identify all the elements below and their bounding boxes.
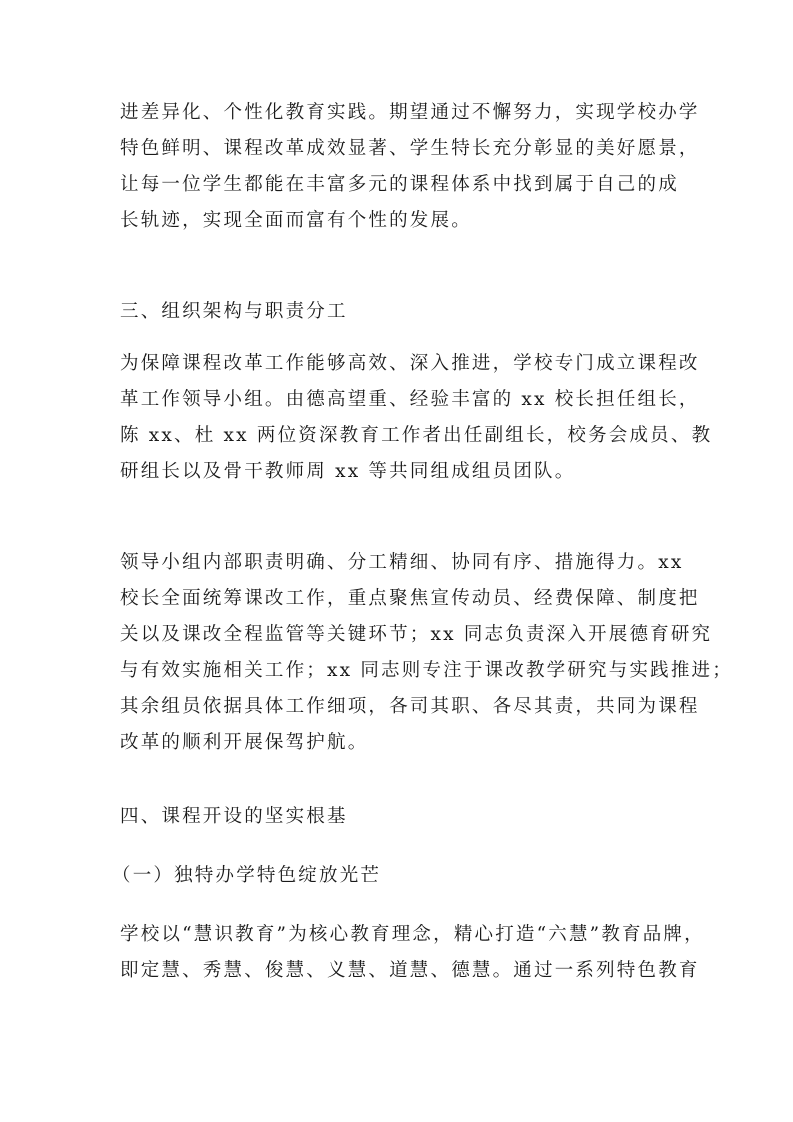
intro-continuation-paragraph: [120, 95, 700, 239]
paragraph-line: 让每一位学生都能在丰富多元的课程体系中找到属于自己的成: [120, 174, 679, 195]
paragraph-line: 学校以“慧识教育”为核心教育理念，精心打造“六慧”教育品牌，: [120, 924, 705, 945]
section-4-subheading: （一）独特办学特色绽放光芒: [112, 865, 382, 886]
paragraph-line: 特色鲜明、课程改革成效显著、学生特长充分彰显的美好愿景，: [120, 138, 700, 159]
paragraph-line: 校长全面统筹课改工作，重点聚焦宣传动员、经费保障、制度把: [120, 588, 700, 609]
paragraph-line: 关以及课改全程监管等关键环节；xx 同志负责深入开展德育研究: [120, 624, 713, 645]
section-4-heading: 四、课程开设的坚实根基: [120, 806, 348, 827]
paragraph-line: 长轨迹，实现全面而富有个性的发展。: [120, 210, 472, 231]
section-4-paragraph-1: [120, 917, 705, 989]
paragraph-line: 革工作领导小组。由德高望重、经验丰富的 xx 校长担任组长，: [120, 389, 700, 410]
paragraph-line: 研组长以及骨干教师周 xx 等共同组成组员团队。: [120, 461, 576, 482]
paragraph-line: 进差异化、个性化教育实践。期望通过不懈努力，实现学校办学: [120, 102, 700, 123]
paragraph-line: 即定慧、秀慧、俊慧、义慧、道慧、德慧。通过一系列特色教育: [120, 960, 700, 981]
paragraph-line: 领导小组内部职责明确、分工精细、协同有序、措施得力。xx: [120, 552, 684, 573]
section-3-paragraph-2: [120, 545, 733, 761]
paragraph-line: 为保障课程改革工作能够高效、深入推进，学校专门成立课程改: [120, 353, 700, 374]
paragraph-line: 陈 xx、杜 xx 两位资深教育工作者出任副组长，校务会成员、教: [120, 425, 713, 446]
section-3-paragraph-1: [120, 346, 713, 490]
paragraph-line: 其余组员依据具体工作细项，各司其职、各尽其责，共同为课程: [120, 696, 700, 717]
paragraph-line: 与有效实施相关工作；xx 同志则专注于课改教学研究与实践推进；: [120, 660, 733, 681]
section-3-heading: 三、组织架构与职责分工: [120, 301, 348, 322]
paragraph-line: 改革的顺利开展保驾护航。: [120, 732, 369, 753]
